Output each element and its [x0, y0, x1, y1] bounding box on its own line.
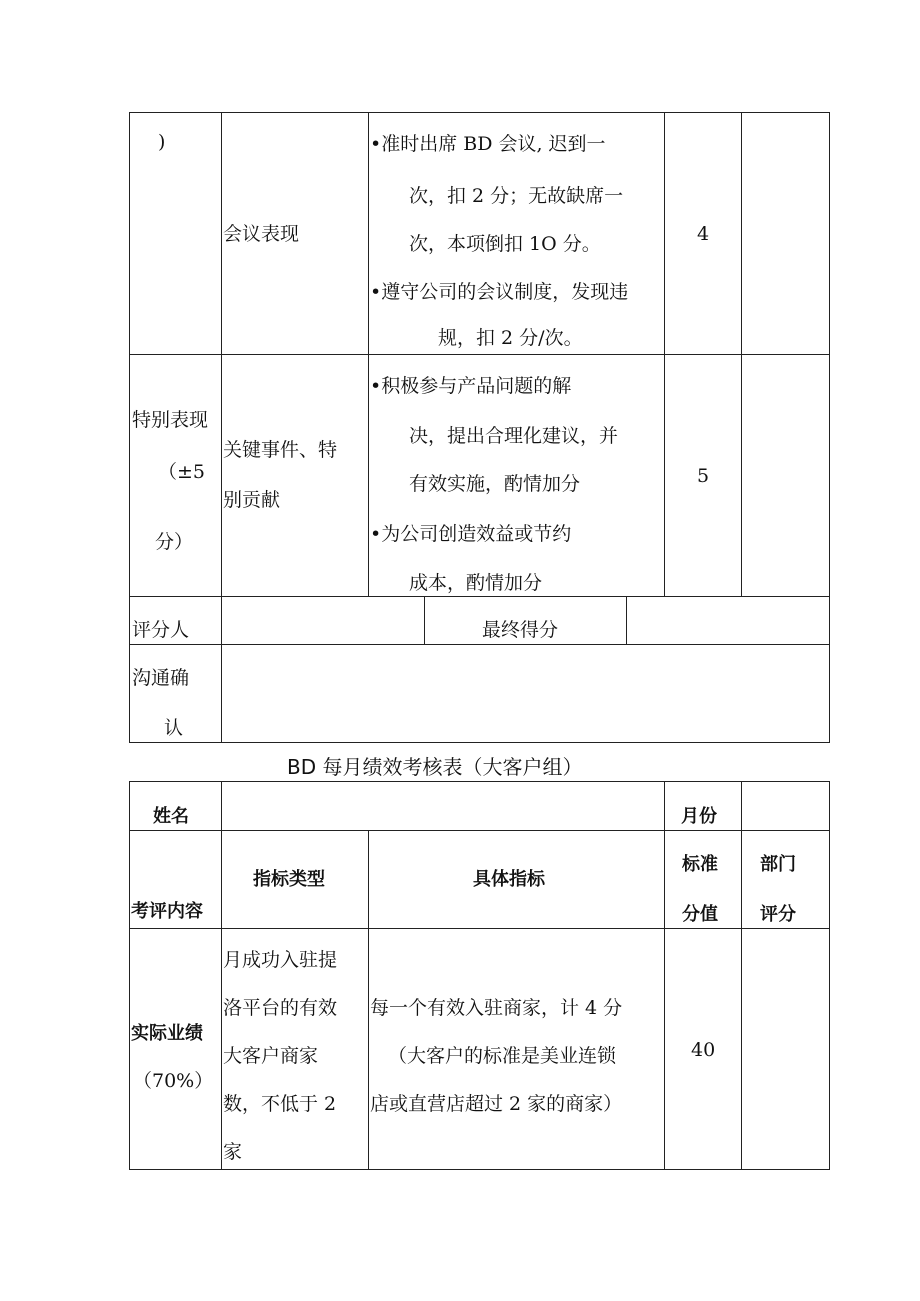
actual-detail-line: 每一个有效入驻商家，计 4 分 — [370, 997, 623, 1019]
special-detail-line: •积极参与产品问题的解 — [370, 375, 572, 397]
header-standard-line: 分值 — [682, 904, 718, 925]
table1-bottom-border — [129, 742, 830, 743]
final-score-label: 最终得分 — [482, 619, 559, 641]
meeting-detail-line: 规，扣 2 分/次。 — [438, 327, 583, 349]
table2-title: BD 每月绩效考核表（大客户组） — [287, 755, 583, 779]
actual-detail-line: （大客户的标准是美业连锁 — [388, 1045, 617, 1067]
table1-top-border — [129, 112, 830, 113]
table2-col-divider — [664, 781, 665, 1170]
special-type-line: 别贡献 — [223, 489, 281, 511]
actual-category-line: （70%） — [133, 1070, 214, 1092]
header-standard-line: 标准 — [682, 854, 718, 875]
meeting-detail-line: •遵守公司的会议制度，发现违 — [370, 281, 629, 303]
special-category-line: 分） — [155, 531, 194, 553]
table1-col-divider — [741, 112, 742, 597]
actual-detail-line: 店或直营店超过 2 家的商家） — [370, 1093, 623, 1115]
table1-row-divider — [129, 596, 830, 597]
meeting-detail-line: •准时出席 BD 会议, 迟到一 — [370, 133, 606, 155]
table2-col-divider — [741, 781, 742, 1170]
meeting-type: 会议表现 — [223, 223, 300, 245]
header-type: 指标类型 — [253, 869, 325, 890]
table1-col-divider — [368, 112, 369, 597]
special-category-line: 特别表现 — [132, 409, 209, 431]
table1-row-divider — [129, 354, 830, 355]
confirm-label-line: 沟通确 — [132, 667, 190, 689]
table2-col-divider — [221, 781, 222, 1170]
actual-type-line: 洛平台的有效 — [223, 997, 338, 1019]
table2-top-border — [129, 781, 830, 782]
actual-type-line: 大客户商家 — [223, 1045, 319, 1067]
actual-type-line: 家 — [223, 1141, 243, 1163]
scorer-label: 评分人 — [132, 619, 190, 641]
table1-col-divider — [626, 596, 627, 645]
meeting-category-tail: ) — [158, 131, 166, 153]
actual-type-line: 数，不低于 2 — [223, 1093, 337, 1115]
table1-right-border — [829, 112, 830, 743]
special-detail-line: •为公司创造效益或节约 — [370, 523, 572, 545]
month-label: 月份 — [681, 806, 717, 827]
table1-col-divider — [221, 112, 222, 743]
special-detail-line: 决，提出合理化建议，并 — [409, 425, 619, 447]
header-dept-line: 部门 — [760, 854, 796, 875]
meeting-detail-line: 次，本项倒扣 1O 分。 — [409, 233, 601, 255]
confirm-label-line: 认 — [164, 717, 184, 739]
table1-col-divider — [664, 112, 665, 597]
header-dept-line: 评分 — [760, 904, 796, 925]
table1-col-divider — [424, 596, 425, 645]
actual-category-line: 实际业绩 — [131, 1023, 203, 1044]
table1-row-divider — [129, 644, 830, 645]
table2-right-border — [829, 781, 830, 1170]
meeting-detail-line: 次，扣 2 分；无故缺席一 — [409, 185, 624, 207]
table2-bottom-border — [129, 1169, 830, 1170]
special-detail-line: 有效实施，酌情加分 — [409, 473, 581, 495]
special-score: 5 — [697, 465, 710, 487]
special-category-line: （±5 — [158, 461, 206, 483]
table2-row-divider — [129, 928, 830, 929]
header-content: 考评内容 — [131, 901, 203, 922]
special-detail-line: 成本，酌情加分 — [409, 572, 543, 594]
name-label: 姓名 — [153, 806, 189, 827]
actual-score: 40 — [691, 1039, 716, 1061]
table1-left-border — [129, 112, 130, 743]
table2-row-divider — [129, 830, 830, 831]
table2-col-divider — [368, 830, 369, 1170]
actual-type-line: 月成功入驻提 — [223, 949, 338, 971]
meeting-score: 4 — [697, 223, 710, 245]
special-type-line: 关键事件、特 — [223, 439, 338, 461]
header-detail: 具体指标 — [473, 869, 545, 890]
table2-left-border — [129, 781, 130, 1170]
